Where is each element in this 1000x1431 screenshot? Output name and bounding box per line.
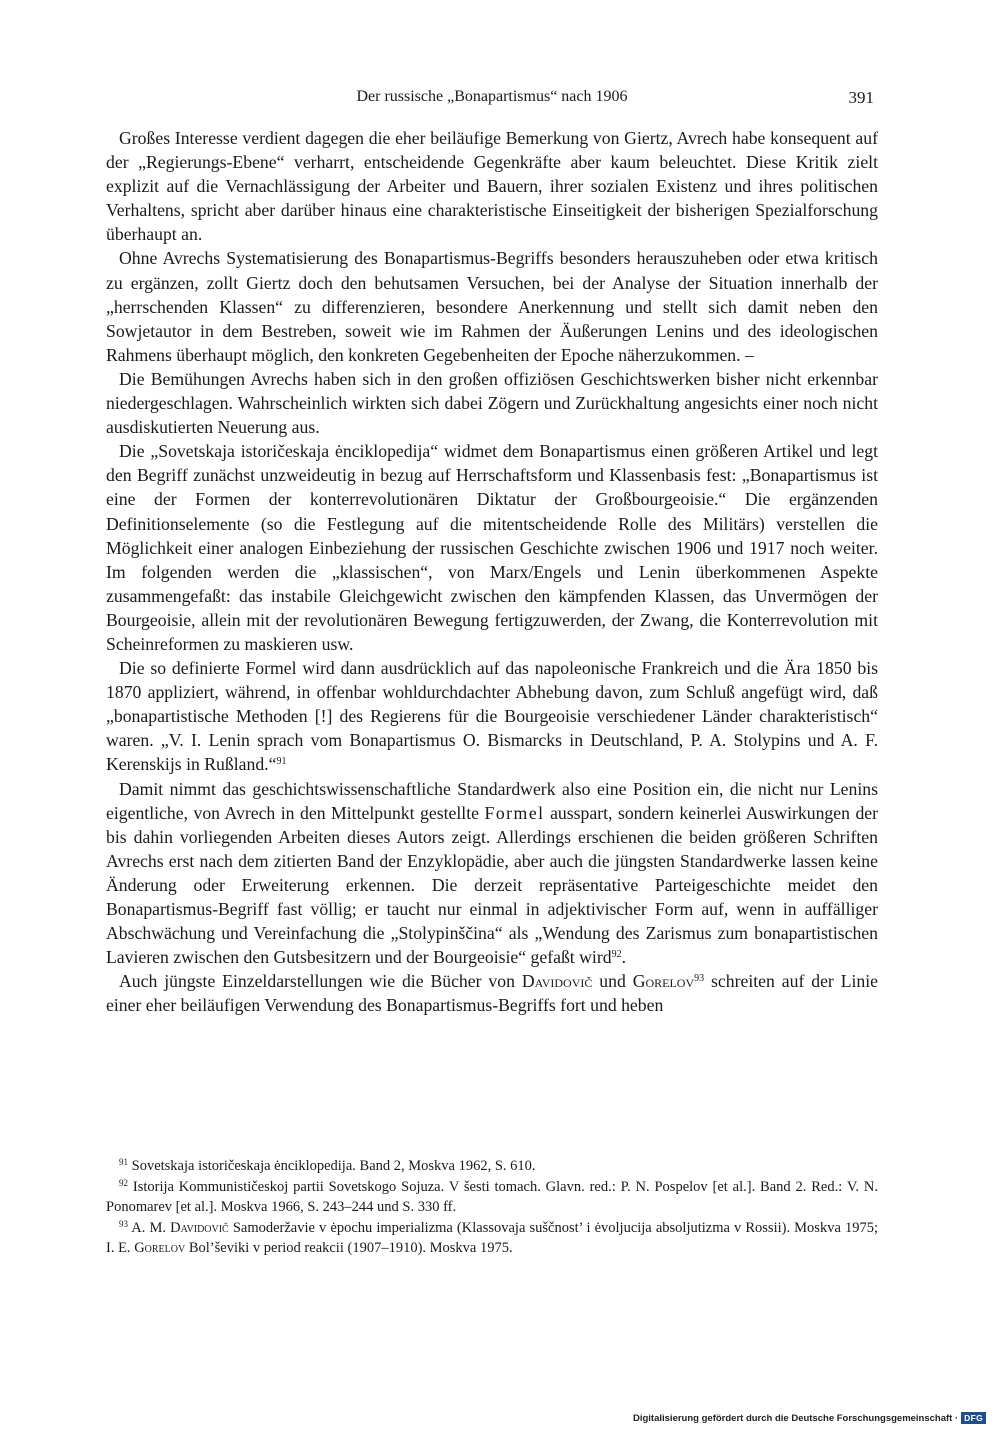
paragraph-6-text-a: Damit nimmt das geschichtswissenschaftliche Standardwerk also eine Position ein, die nicht nur Lenins eigentliche, von Avrech in den Mittelpunkt gestellte xyxy=(106,778,878,823)
footnote-93-text-b: Samoderžavie v ėpochu imperializma (Klassovaja suščnost’ i ėvoljucija absoljutizma v Rossii). Moskva 1975; I. E. xyxy=(106,1219,879,1257)
digitization-credit xyxy=(633,1411,986,1425)
footnote-ref-93[interactable]: 93 xyxy=(694,973,705,985)
footnote-number-92: 92 xyxy=(119,1177,128,1188)
footnote-93 xyxy=(106,1218,878,1259)
footnote-93-text-c: Bol’ševiki v period reakcii (1907–1910). Moskva 1975. xyxy=(188,1240,513,1257)
running-title: Der russische „Bonapartismus“ nach 1906 xyxy=(356,88,628,105)
paragraph-3: Die Bemühungen Avrechs haben sich in den großen offiziösen Geschichtswerken bisher nicht erkennbar niedergeschlagen. Wahrscheinlich wirkten sich dabei Zögern und Zurückhaltung angesichts einer noch nicht ausdiskutierten Neuerung aus. xyxy=(106,368,878,438)
paragraph-6-text-b: ausspart, sondern keinerlei Auswirkungen der bis dahin vorliegenden Arbeiten dieses Autors zeigt. Allerdings erschienen die beiden größeren Schriften Avrechs erst nach dem zitierten Band der Enzyklopädie, aber auch die jüngsten Standardwerke lassen keine Änderung oder Erweiterung erkennen. Die derzeit repräsentative Parteigeschichte meidet den Bonapartismus-Begriff fast völlig; er taucht nur einmal in adjektivischer Form auf, wenn in auffälliger Abschwächung und Vereinfachung die „Stolypinščina“ als „Wendung des Zarismus zum bonapartistischen Lavieren zwischen den Gutsbesitzern und der Bourgeoisie“ gefaßt wird xyxy=(106,802,879,968)
footnote-number-93: 93 xyxy=(119,1218,128,1229)
paragraph-7-text-b: schreiten auf der Linie einer eher beiläufigen Verwendung des Bonapartismus-Begriffs fort und heben xyxy=(106,971,879,1016)
page-number: 391 xyxy=(848,88,874,107)
paragraph-5 xyxy=(106,656,878,776)
footnote-92 xyxy=(106,1177,878,1218)
paragraph-5-text: Die so definierte Formel wird dann ausdrücklich auf das napoleonische Frankreich und die Ära 1850 bis 1870 appliziert, während, in offenbar wohldurchdachter Abhebung davon, zum Schluß angefügt wird, daß „bonapartistische Methoden [!] des Regierens für die Bourgeoisie verschiedener Länder charakteristisch“ waren. „V. I. Lenin sprach vom Bonapartismus O. Bismarcks in Deutschland, P. A. Stolypins und A. F. Kerenskijs in Rußland.“ xyxy=(106,658,878,775)
paragraph-6 xyxy=(106,777,878,970)
paragraph-6-end: . xyxy=(621,947,626,968)
footnote-92-text: Istorija Kommunističeskoj partii Sovetskogo Sojuza. V šesti tomach. Glavn. red.: P. N. Pospelov [et al.]. Band 2. Red.: V. N. Ponomarev [et al.]. Moskva 1966, S. 243–244 und S. 330 ff. xyxy=(106,1178,879,1216)
footnote-number-91: 91 xyxy=(119,1157,128,1167)
footnote-91-text: Sovetskaja istoričeskaja ėnciklopedija. Band 2, Moskva 1962, S. 610. xyxy=(131,1158,536,1174)
footnotes xyxy=(106,1156,878,1259)
footnote-93-text-a: A. M. xyxy=(131,1219,167,1236)
paragraph-7-text-a: Auch jüngste Einzeldarstellungen wie die Bücher von xyxy=(119,971,515,992)
footnote-ref-91[interactable]: 91 xyxy=(276,756,287,768)
footnote-91 xyxy=(106,1156,878,1177)
paragraph-2: Ohne Avrechs Systematisierung des Bonapartismus-Begriffs besonders herauszuheben oder etwa kritisch zu ergänzen, zollt Giertz doch den behutsamen Versuchen, bei der Analyse der Situation innerhalb der „herrschenden Klassen“ zu differenzieren, besondere Anerkennung und stellt sich damit neben den Sowjetautor in dem Bestreben, soweit wie im Rahmen der Äußerungen Lenins und des ideologischen Rahmens überhaupt möglich, den konkreten Gegebenheiten der Epoche näherzukommen. – xyxy=(106,248,878,365)
emphasized-term-formel: Formel xyxy=(484,802,545,823)
credit-text: Digitalisierung gefördert durch die Deutsche Forschungsgemeinschaft · xyxy=(632,1412,959,1424)
paragraph-7-and: und xyxy=(599,971,626,992)
footnote-ref-92[interactable]: 92 xyxy=(611,949,622,961)
paragraph-4: Die „Sovetskaja istoričeskaja ėnciklopedija“ widmet dem Bonapartismus einen größeren Artikel und legt den Begriff zunächst unzweideutig in bezug auf Herrschaftsform und Klassenbasis fest: „Bonapartismus ist eine der Formen der konterrevolutionären Diktatur der Großbourgeoisie.“ Die ergänzenden Definitionselemente (so die Festlegung auf die mitentscheidende Rolle des Militärs) verstellen die Möglichkeit einer analogen Einbeziehung der russischen Geschichte zwischen 1906 und 1917 noch weiter. Im folgenden werden die „klassischen“, von Marx/Engels und Lenin überkommenen Aspekte zusammengefaßt: das instabile Gleichgewicht zwischen den kämpfenden Klassen, das Unvermögen der Bourgeoisie, allein mit der revolutionären Bewegung fertigzuwerden, der Zwang, die Konterrevolution mit Scheinreformen zu maskieren usw. xyxy=(106,441,878,654)
footnote-author-davidovic: Davidovič xyxy=(170,1219,229,1236)
author-name-gorelov: Gorelov xyxy=(632,971,695,992)
paragraph-1: Großes Interesse verdient dagegen die eher beiläufige Bemerkung von Giertz, Avrech habe konsequent auf der „Regierungs-Ebene“ verharrt, entscheidende Gegenkräfte aber kaum beleuchtet. Diese Kritik zielt explizit auf die Vernachlässigung der Arbeiter und Bauern, ihrer sozialen Existenz und ihres politischen Verhaltens, spricht aber darüber hinaus eine charakteristische Einseitigkeit der bisherigen Spezialforschung überhaupt an. xyxy=(106,128,878,245)
author-name-davidovic: Davidovič xyxy=(521,971,593,992)
footnote-author-gorelov: Gorelov xyxy=(134,1240,186,1257)
paragraph-7 xyxy=(106,969,878,1017)
page-header xyxy=(108,88,876,112)
body-text xyxy=(106,126,878,1017)
dfg-logo-icon: DFG xyxy=(961,1412,986,1424)
